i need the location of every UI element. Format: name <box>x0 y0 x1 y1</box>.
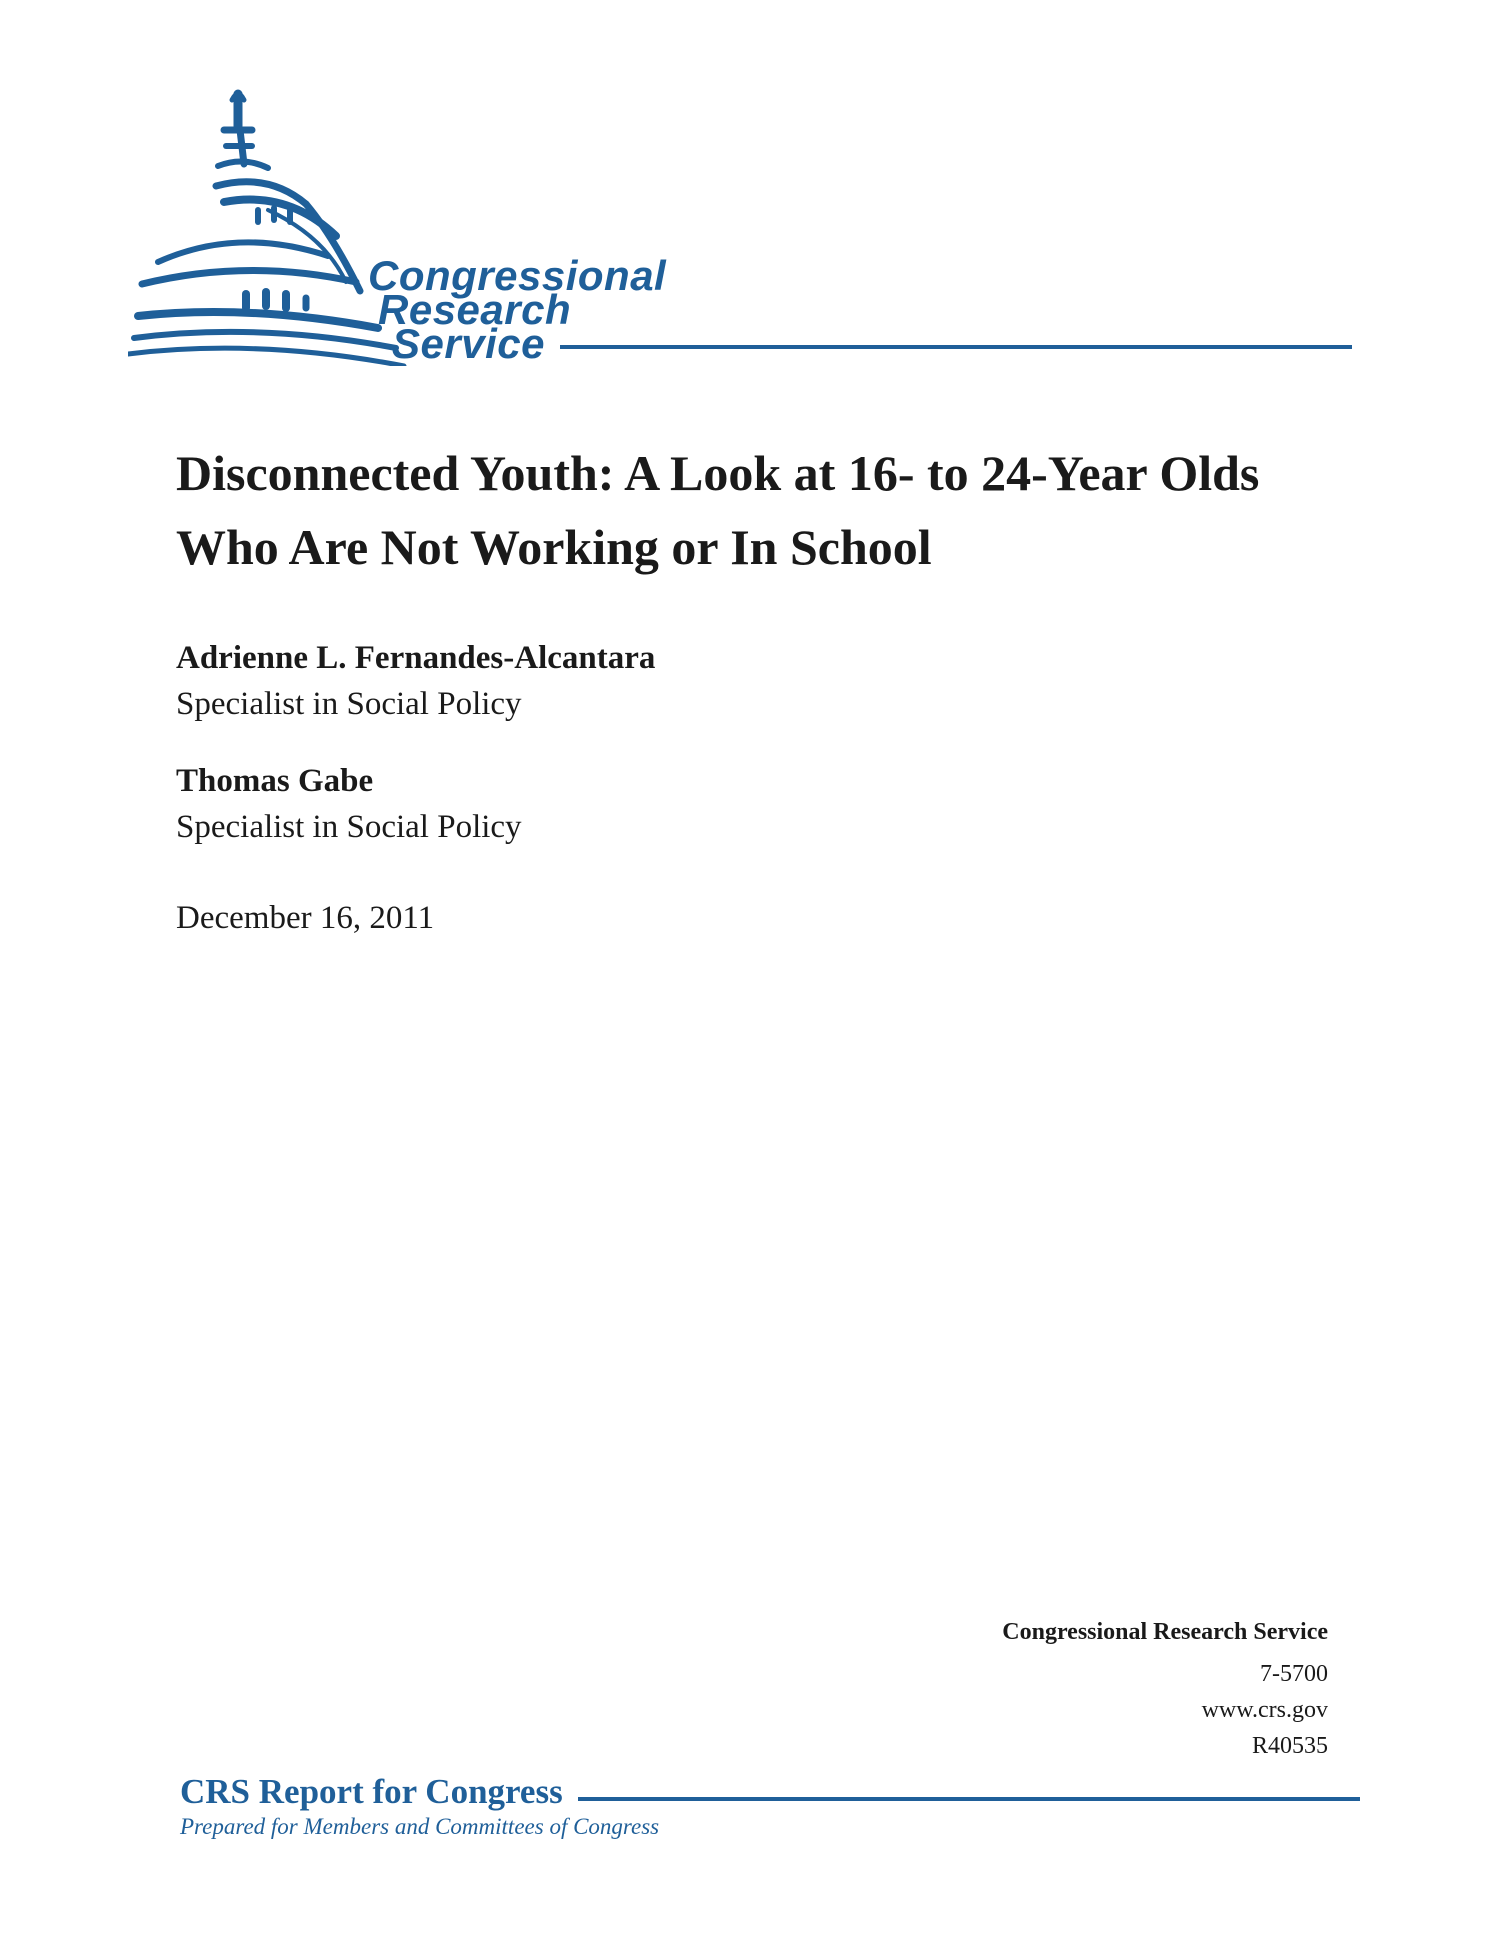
report-date: December 16, 2011 <box>176 900 435 936</box>
logo-text-service: Service <box>392 320 545 367</box>
author-title-1: Specialist in Social Policy <box>176 686 522 722</box>
logo-text-congressional: Congressional <box>368 252 667 299</box>
report-number: R40535 <box>1251 1733 1328 1759</box>
logo-text-research: Research <box>378 286 572 333</box>
author-name-1: Adrienne L. Fernandes-Alcantara <box>176 640 656 676</box>
org-name: Congressional Research Service <box>1002 1619 1328 1645</box>
crs-report-brand: CRS Report for Congress <box>180 1772 563 1811</box>
logo-divider <box>560 345 1352 349</box>
org-website-link[interactable]: www.crs.gov <box>1201 1697 1328 1723</box>
report-tagline: Prepared for Members and Committees of Congress <box>180 1814 660 1839</box>
footer-divider <box>578 1797 1360 1801</box>
report-title: Disconnected Youth: A Look at 16- to 24-Year Olds Who Are Not Working or In School <box>176 445 1260 575</box>
org-contact-block <box>1002 1614 1328 1764</box>
author-title-2: Specialist in Social Policy <box>176 809 522 845</box>
org-phone: 7-5700 <box>1260 1661 1328 1687</box>
author-name-2: Thomas Gabe <box>176 763 374 799</box>
